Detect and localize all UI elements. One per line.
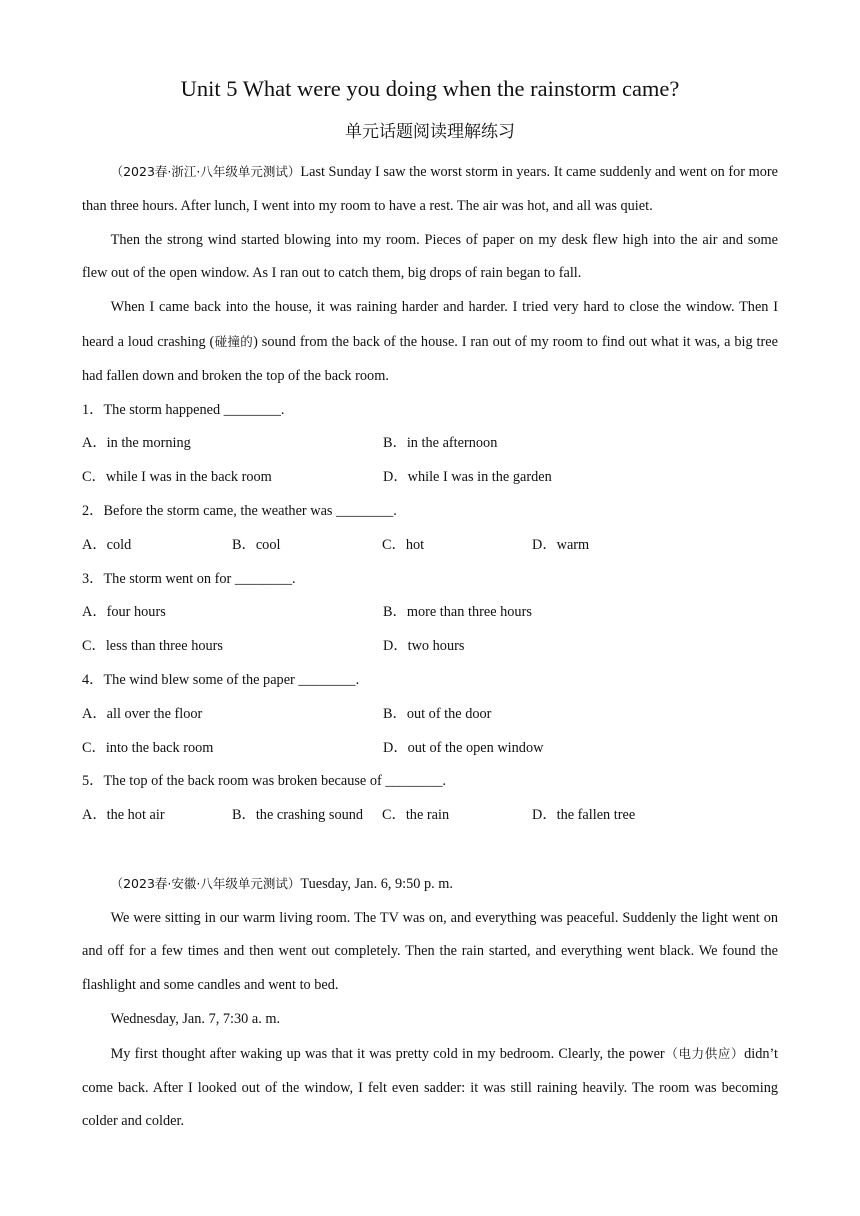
passage1-text1: Last Sunday I saw the worst storm in years. It came suddenly and went on for more than three hours. After lunch, I went into my room to have a rest. The air was hot, and all was quiet. <box>82 164 778 214</box>
question-2-option-b[interactable]: B．cool <box>232 536 281 553</box>
question-5: 5．The top of the back room was broken because of ________. <box>82 773 447 790</box>
question-1-option-a[interactable]: A．in the morning <box>82 435 191 452</box>
question-2: 2．Before the storm came, the weather was ________. <box>82 502 397 519</box>
passage1-paragraph1 <box>82 155 778 224</box>
question-3-option-c[interactable]: C．less than three hours <box>82 638 223 655</box>
question-2-options <box>82 529 778 563</box>
question-1-option-c[interactable]: C．while I was in the back room <box>82 469 272 486</box>
question-3: 3．The storm went on for ________. <box>82 570 296 587</box>
passage2-paragraph1: We were sitting in our warm living room. The TV was on, and everything was peaceful. Suddenly the light went on and off for a few times and then went out completely. Then the rain started, and everything went black. We found the flashlight and some candles and went to bed. <box>82 909 778 994</box>
question-4-options-row2 <box>82 732 778 766</box>
page-subtitle: 单元话题阅读理解练习 <box>345 122 515 142</box>
passage1-paragraph3 <box>82 291 778 393</box>
passage1-source: （2023春·浙江·八年级单元测试） <box>110 164 301 179</box>
passage1-gloss: 碰撞的 <box>214 333 254 349</box>
question-3-option-b[interactable]: B．more than three hours <box>383 604 532 621</box>
passage1-text3b: ) sound from the back of the house. I ran out of my room to find out what it was, a big tree had fallen down and broken the top of the back room. <box>82 333 778 384</box>
question-4: 4．The wind blew some of the paper ________. <box>82 671 360 688</box>
question-1: 1．The storm happened ________. <box>82 401 285 418</box>
question-5-option-b[interactable]: B．the crashing sound <box>232 807 364 824</box>
passage2-paragraph2 <box>82 1037 778 1139</box>
question-5-option-a[interactable]: A．the hot air <box>82 807 165 824</box>
question-3-options-row2 <box>82 630 778 664</box>
passage1-paragraph2: Then the strong wind started blowing into my room. Pieces of paper on my desk flew high into the air and some flew out of the open window. As I ran out to catch them, big drops of rain began to fall. <box>82 231 778 282</box>
passage2-entry1-date: Tuesday, Jan. 6, 9:50 p. m. <box>300 875 453 892</box>
question-2-option-a[interactable]: A．cold <box>82 536 132 553</box>
passage2-text2a: My first thought after waking up was that it was pretty cold in my bedroom. Clearly, the power <box>110 1045 665 1062</box>
document-body <box>82 155 778 1139</box>
question-4-option-b[interactable]: B．out of the door <box>383 705 492 722</box>
question-5-options <box>82 799 778 833</box>
passage2-source: （2023春·安徽·八年级单元测试） <box>110 875 301 891</box>
question-4-option-d[interactable]: D．out of the open window <box>383 739 544 756</box>
question-4-option-a[interactable]: A．all over the floor <box>82 705 203 722</box>
question-3-option-a[interactable]: A．four hours <box>82 604 166 621</box>
question-5-option-c[interactable]: C．the rain <box>382 807 450 824</box>
passage2-text2b: didn’t come back. After I looked out of the window, I felt even sadder: it was still raining heavily. The room was becoming colder and colder. <box>82 1045 778 1130</box>
question-4-options-row1 <box>82 698 778 732</box>
page-title: Unit 5 What were you doing when the rainstorm came? <box>180 76 680 101</box>
question-3-option-d[interactable]: D．two hours <box>383 638 465 655</box>
passage2-heading2: Wednesday, Jan. 7, 7:30 a. m. <box>110 1010 281 1027</box>
passage2-gloss: （电力供应） <box>664 1045 745 1061</box>
section-spacer <box>82 833 778 867</box>
question-1-option-b[interactable]: B．in the afternoon <box>383 435 498 452</box>
question-4-option-c[interactable]: C．into the back room <box>82 739 214 756</box>
question-3-options-row1 <box>82 596 778 630</box>
passage2-heading1 <box>82 867 778 902</box>
question-5-option-d[interactable]: D．the fallen tree <box>532 807 636 824</box>
question-1-option-d[interactable]: D．while I was in the garden <box>383 469 552 486</box>
question-1-options-row1 <box>82 427 778 461</box>
question-1-options-row2 <box>82 461 778 495</box>
question-2-option-c[interactable]: C．hot <box>382 536 425 553</box>
question-2-option-d[interactable]: D．warm <box>532 536 590 553</box>
passage1-text3a: When I came back into the house, it was raining harder and harder. I tried very hard to close the window. Then I heard a loud crashing ( <box>82 299 778 350</box>
